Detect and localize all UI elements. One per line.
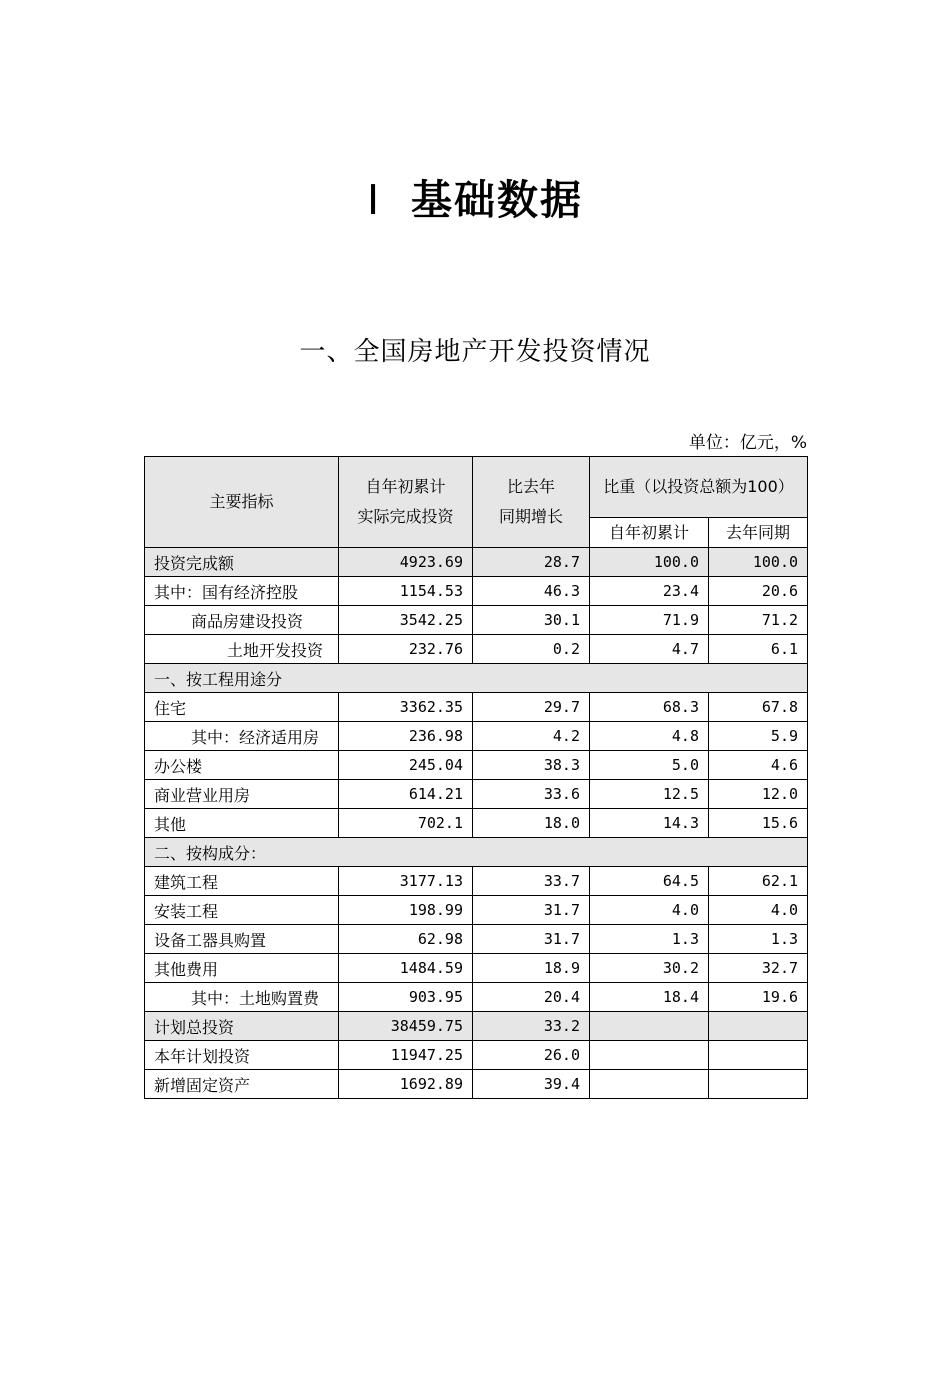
part-numeral: Ⅰ xyxy=(366,176,382,224)
cell-growth: 30.1 xyxy=(473,606,590,635)
cell-cumulative: 1692.89 xyxy=(339,1070,473,1099)
cell-weight-ytd: 100.0 xyxy=(590,548,709,577)
table-row xyxy=(145,809,808,838)
table-row xyxy=(145,751,808,780)
table-row xyxy=(145,577,808,606)
cell-growth: 18.9 xyxy=(473,954,590,983)
cell-weight-ytd: 30.2 xyxy=(590,954,709,983)
cell-growth: 4.2 xyxy=(473,722,590,751)
row-label: 土地开发投资 xyxy=(145,635,339,664)
cell-weight-last-year: 6.1 xyxy=(709,635,808,664)
cell-growth: 31.7 xyxy=(473,896,590,925)
cell-growth: 26.0 xyxy=(473,1041,590,1070)
cell-weight-last-year: 67.8 xyxy=(709,693,808,722)
cell-growth: 39.4 xyxy=(473,1070,590,1099)
row-label: 建筑工程 xyxy=(145,867,339,896)
cell-weight-last-year: 62.1 xyxy=(709,867,808,896)
cell-cumulative: 11947.25 xyxy=(339,1041,473,1070)
header-growth-line2: 同期增长 xyxy=(498,507,563,526)
row-label: 新增固定资产 xyxy=(145,1070,339,1099)
cell-growth: 33.7 xyxy=(473,867,590,896)
header-weight-ytd: 自年初累计 xyxy=(590,518,709,548)
row-label: 安装工程 xyxy=(145,896,339,925)
cell-cumulative: 245.04 xyxy=(339,751,473,780)
row-label: 其他费用 xyxy=(145,954,339,983)
cell-weight-ytd: 5.0 xyxy=(590,751,709,780)
row-label: 其他 xyxy=(145,809,339,838)
cell-weight-ytd: 18.4 xyxy=(590,983,709,1012)
header-weight-last-year: 去年同期 xyxy=(709,518,808,548)
unit-note: 单位：亿元，% xyxy=(688,433,807,453)
cell-weight-last-year: 5.9 xyxy=(709,722,808,751)
cell-cumulative: 3542.25 xyxy=(339,606,473,635)
cell-weight-last-year: 71.2 xyxy=(709,606,808,635)
table-row xyxy=(145,896,808,925)
cell-weight-ytd xyxy=(590,1041,709,1070)
cell-weight-last-year: 12.0 xyxy=(709,780,808,809)
cell-cumulative: 38459.75 xyxy=(339,1012,473,1041)
table-row xyxy=(145,983,808,1012)
cell-weight-last-year: 1.3 xyxy=(709,925,808,954)
cell-weight-last-year: 100.0 xyxy=(709,548,808,577)
cell-cumulative: 3177.13 xyxy=(339,867,473,896)
cell-cumulative: 62.98 xyxy=(339,925,473,954)
header-cumulative xyxy=(339,457,473,548)
cell-growth: 20.4 xyxy=(473,983,590,1012)
investment-table xyxy=(144,456,808,1099)
cell-growth: 29.7 xyxy=(473,693,590,722)
cell-growth: 31.7 xyxy=(473,925,590,954)
table-row xyxy=(145,1041,808,1070)
section-title: 一、全国房地产开发投资情况 xyxy=(299,337,651,367)
cell-growth: 0.2 xyxy=(473,635,590,664)
section-row-label: 二、按构成分： xyxy=(145,838,808,867)
cell-weight-last-year: 20.6 xyxy=(709,577,808,606)
row-label: 商业营业用房 xyxy=(145,780,339,809)
cell-weight-last-year: 15.6 xyxy=(709,809,808,838)
row-label: 住宅 xyxy=(145,693,339,722)
row-label: 计划总投资 xyxy=(145,1012,339,1041)
cell-growth: 33.2 xyxy=(473,1012,590,1041)
cell-cumulative: 903.95 xyxy=(339,983,473,1012)
cell-weight-last-year: 32.7 xyxy=(709,954,808,983)
section-row-label: 一、按工程用途分 xyxy=(145,664,808,693)
row-label: 本年计划投资 xyxy=(145,1041,339,1070)
cell-weight-ytd: 4.8 xyxy=(590,722,709,751)
table-row xyxy=(145,722,808,751)
row-label: 投资完成额 xyxy=(145,548,339,577)
cell-weight-ytd: 1.3 xyxy=(590,925,709,954)
cell-weight-ytd: 23.4 xyxy=(590,577,709,606)
cell-weight-ytd: 14.3 xyxy=(590,809,709,838)
cell-cumulative: 702.1 xyxy=(339,809,473,838)
header-weight: 比重（以投资总额为100） xyxy=(590,457,808,518)
cell-weight-last-year xyxy=(709,1070,808,1099)
table-row xyxy=(145,780,808,809)
cell-weight-ytd: 4.0 xyxy=(590,896,709,925)
header-growth-line1: 比去年 xyxy=(506,477,555,496)
cell-weight-ytd xyxy=(590,1012,709,1041)
row-label: 商品房建设投资 xyxy=(145,606,339,635)
cell-growth: 38.3 xyxy=(473,751,590,780)
table-row xyxy=(145,1012,808,1041)
cell-weight-ytd: 68.3 xyxy=(590,693,709,722)
table-row xyxy=(145,954,808,983)
cell-weight-ytd xyxy=(590,1070,709,1099)
part-title xyxy=(0,172,950,228)
cell-weight-ytd: 12.5 xyxy=(590,780,709,809)
cell-growth: 46.3 xyxy=(473,577,590,606)
header-cumulative-line2: 实际完成投资 xyxy=(357,507,454,526)
cell-weight-ytd: 64.5 xyxy=(590,867,709,896)
cell-cumulative: 236.98 xyxy=(339,722,473,751)
cell-weight-last-year: 19.6 xyxy=(709,983,808,1012)
table-row xyxy=(145,867,808,896)
table-row xyxy=(145,693,808,722)
table-section-row xyxy=(145,838,808,867)
cell-cumulative: 1484.59 xyxy=(339,954,473,983)
cell-cumulative: 3362.35 xyxy=(339,693,473,722)
table-row xyxy=(145,606,808,635)
table-row xyxy=(145,548,808,577)
row-label: 其中：经济适用房 xyxy=(145,722,339,751)
table-row xyxy=(145,925,808,954)
header-cumulative-line1: 自年初累计 xyxy=(365,477,446,496)
part-title-text: 基础数据 xyxy=(411,176,584,224)
row-label: 办公楼 xyxy=(145,751,339,780)
row-label: 其中：土地购置费 xyxy=(145,983,339,1012)
cell-weight-last-year xyxy=(709,1041,808,1070)
cell-weight-last-year: 4.6 xyxy=(709,751,808,780)
cell-growth: 33.6 xyxy=(473,780,590,809)
cell-cumulative: 1154.53 xyxy=(339,577,473,606)
cell-cumulative: 232.76 xyxy=(339,635,473,664)
cell-weight-last-year: 4.0 xyxy=(709,896,808,925)
header-indicator: 主要指标 xyxy=(145,457,339,548)
cell-cumulative: 198.99 xyxy=(339,896,473,925)
cell-weight-last-year xyxy=(709,1012,808,1041)
cell-cumulative: 614.21 xyxy=(339,780,473,809)
cell-weight-ytd: 71.9 xyxy=(590,606,709,635)
cell-growth: 18.0 xyxy=(473,809,590,838)
table-row xyxy=(145,635,808,664)
table-section-row xyxy=(145,664,808,693)
cell-growth: 28.7 xyxy=(473,548,590,577)
cell-weight-ytd: 4.7 xyxy=(590,635,709,664)
table-row xyxy=(145,1070,808,1099)
row-label: 其中：国有经济控股 xyxy=(145,577,339,606)
cell-cumulative: 4923.69 xyxy=(339,548,473,577)
header-growth xyxy=(473,457,590,548)
row-label: 设备工器具购置 xyxy=(145,925,339,954)
